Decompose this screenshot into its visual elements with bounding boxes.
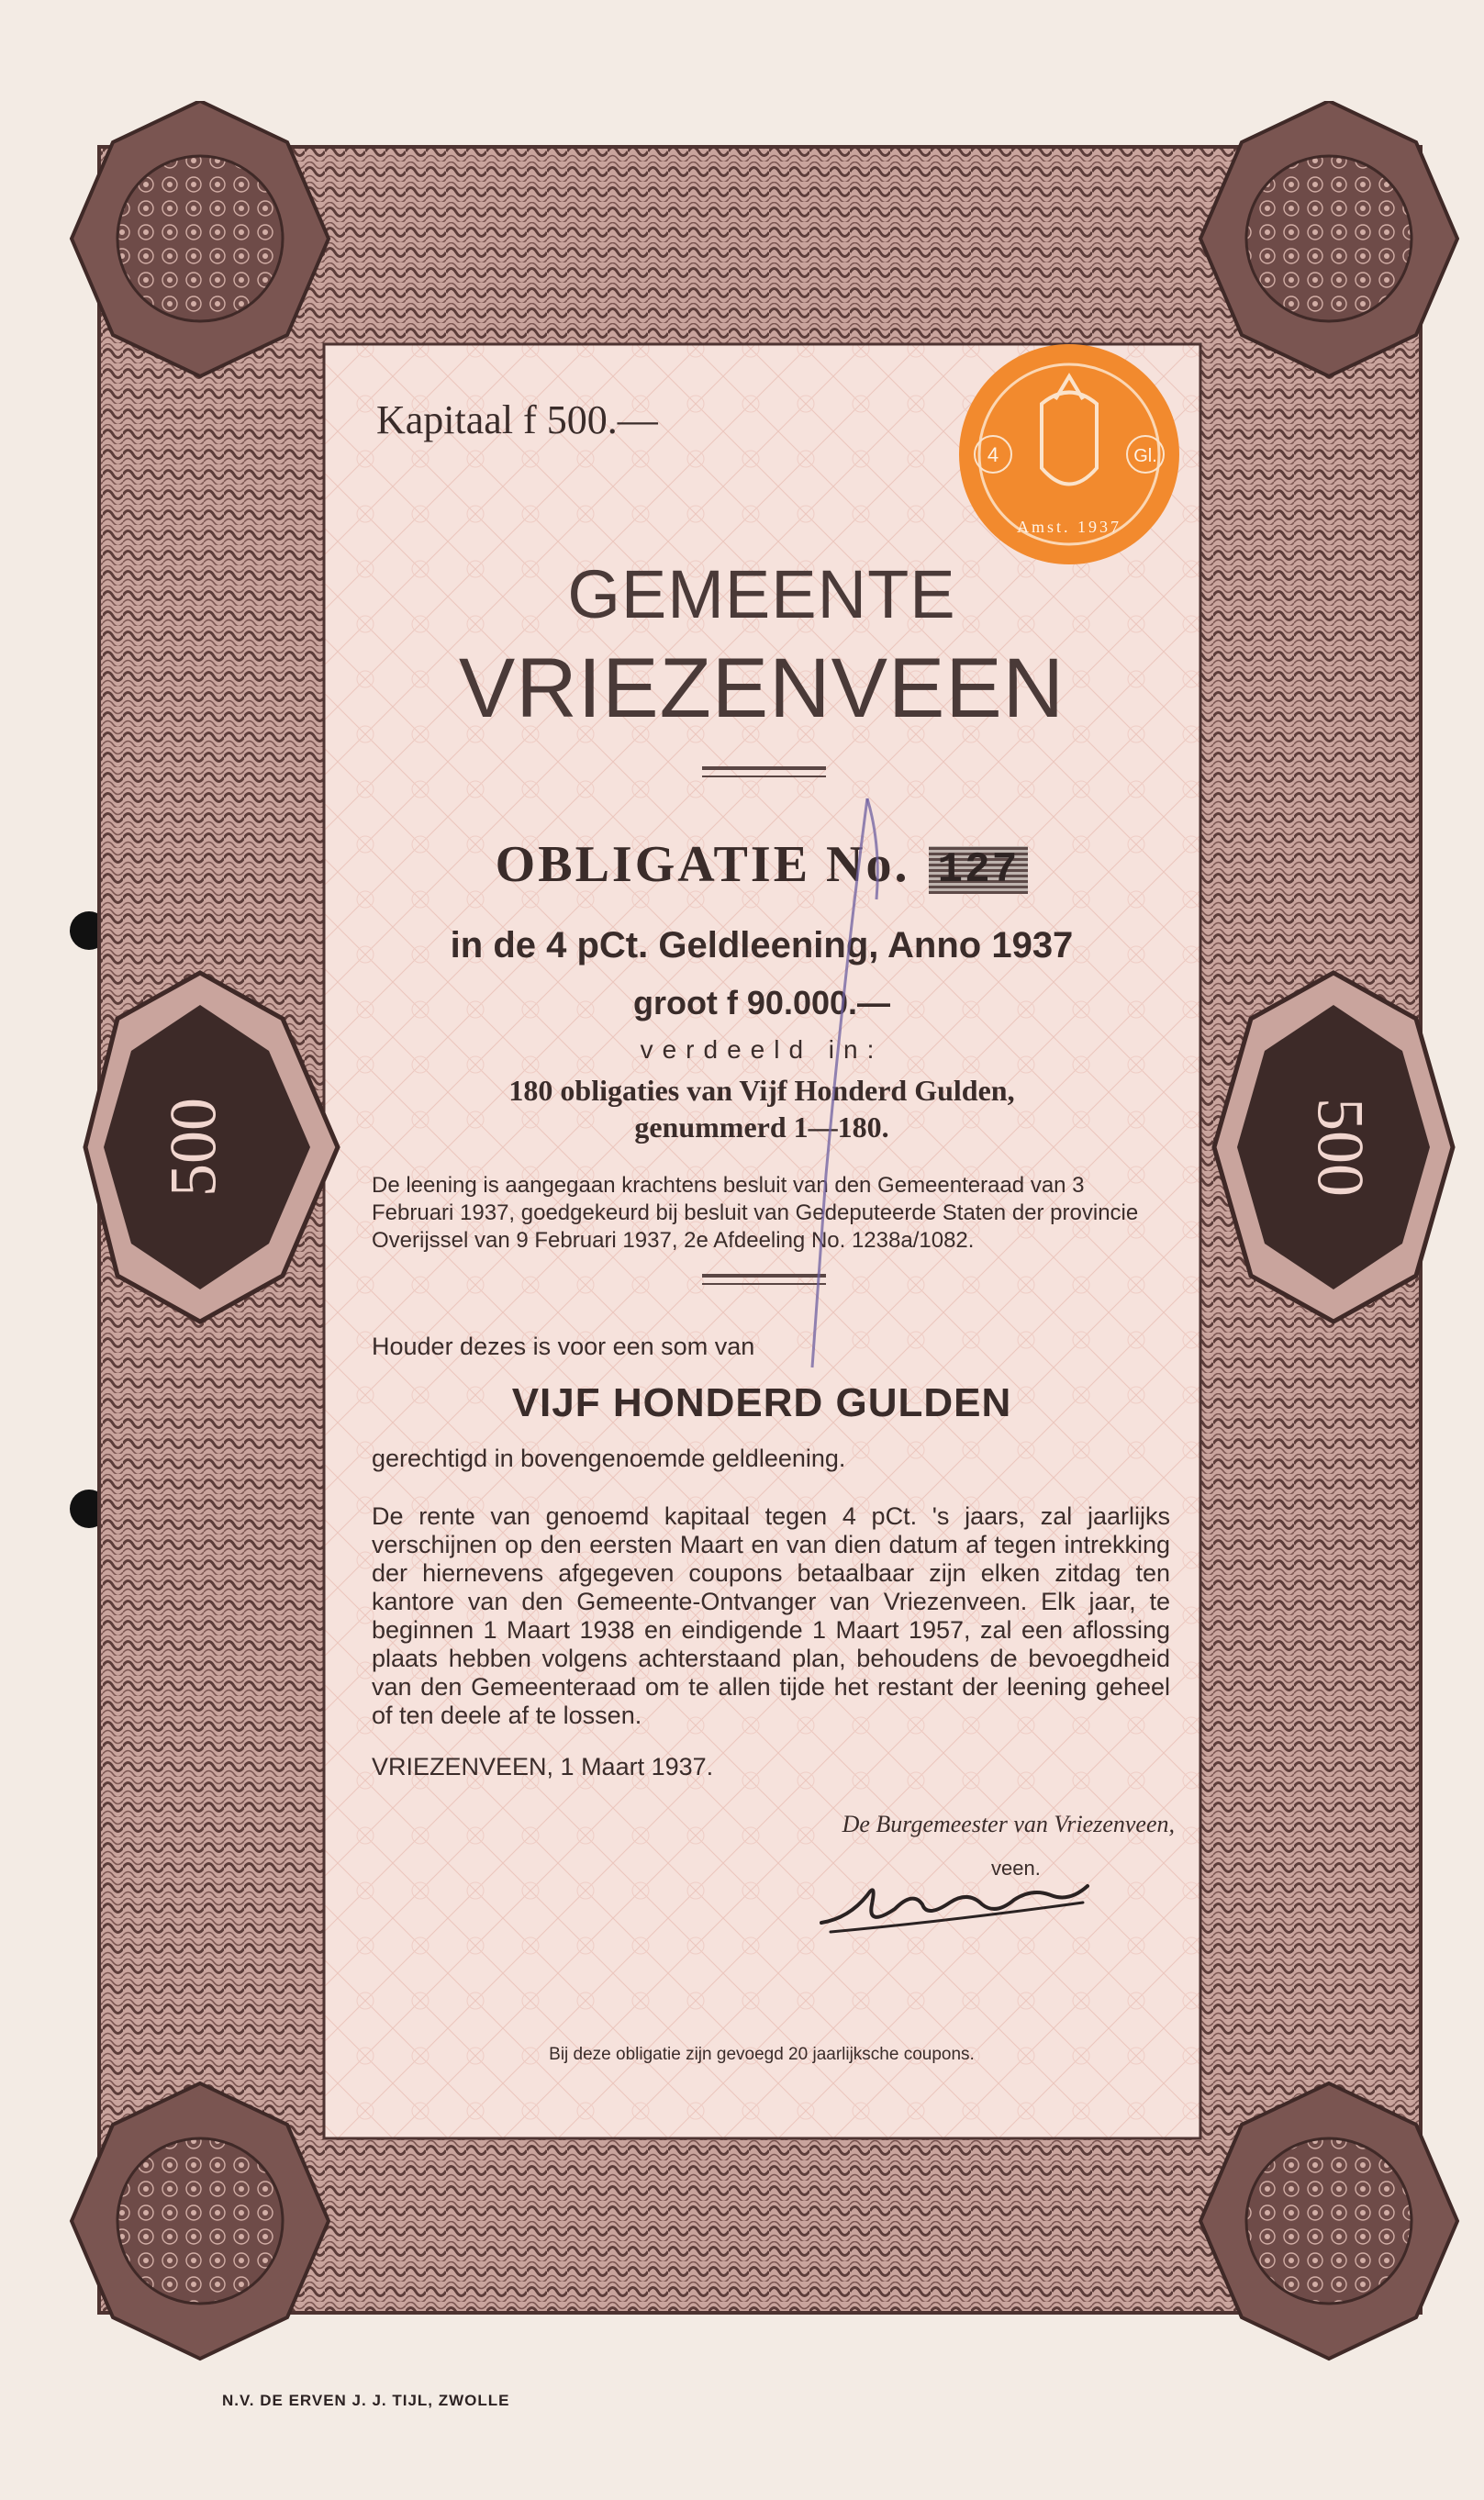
signatory-sub: veen.: [991, 1857, 1041, 1880]
svg-text:Amst. 1937: Amst. 1937: [1016, 518, 1122, 536]
pencil-mark: [789, 789, 899, 1377]
title-town: VRIEZENVEEN: [458, 642, 1066, 735]
divider-rule: [702, 776, 826, 777]
denomination-right: 500: [1303, 1098, 1378, 1197]
coupons-note: Bij deze obligatie zijn gevoegd 20 jaarlijksche coupons.: [549, 2045, 975, 2064]
loan-amount: groot f 90.000.—: [632, 984, 891, 1021]
obligation-label: OBLIGATIE No.: [495, 836, 910, 893]
signature: [812, 1868, 1097, 1941]
loan-description: in de 4 pCt. Geldleening, Anno 1937: [450, 925, 1074, 965]
holder-intro: Houder dezes is voor een som van: [372, 1333, 755, 1360]
bond-count: 180 obligaties van Vijf Honderd Gulden,: [508, 1074, 1015, 1107]
bond-numbering: genummerd 1—180.: [634, 1110, 889, 1144]
certificate-body: [326, 349, 1198, 2120]
svg-text:Gl.: Gl.: [1133, 446, 1157, 466]
holder-amount: VIJF HONDERD GULDEN: [511, 1380, 1012, 1425]
holder-entitled: gerechtigd in bovengenoemde geldleening.: [372, 1445, 846, 1472]
signatory-title: De Burgemeester van Vriezenveen,: [842, 1811, 1175, 1837]
place-date: VRIEZENVEEN, 1 Maart 1937.: [372, 1753, 714, 1780]
obligation-title: [326, 835, 1198, 894]
capital-amount: Kapitaal f 500.—: [376, 397, 658, 442]
title-municipality: GEMEENTE: [567, 556, 956, 632]
denomination-left: 500: [156, 1098, 230, 1197]
divided-label: verdeeld in:: [640, 1035, 884, 1064]
obligation-number: 127: [929, 846, 1029, 894]
printer-imprint: N.V. DE ERVEN J. J. TIJL, ZWOLLE: [222, 2392, 510, 2409]
divider-rule: [702, 766, 826, 770]
terms-text: De rente van genoemd kapitaal tegen 4 pCt. 's jaars, zal jaarlijks verschijnen op den eersten Maart en van dien datum af tegen intrekking der hiernevens afgegeven coupons betaalbaar zijn elken zitdag ten kantore van den Gemeente-Ontvanger van Vriezenveen. Elk jaar, te beginnen 1 Maart 1938 en eindigende 1 Maart 1957, zal een aflossing plaats hebben volgens achterstaand plan, behoudens de bevoegdheid van den Gemeenteraad om te allen tijde het restant der leening geheel of ten deele af te lossen.: [372, 1502, 1170, 1729]
svg-text:4: 4: [987, 443, 999, 466]
resolution-text: De leening is aangegaan krachtens besluit van den Gemeenteraad van 3 Februari 1937, goedgekeurd bij besluit van Gedeputeerde Staten der provincie Overijssel van 9 Februari 1937, 2e Afdeeling No. 1238a/1082.: [372, 1173, 1139, 1253]
